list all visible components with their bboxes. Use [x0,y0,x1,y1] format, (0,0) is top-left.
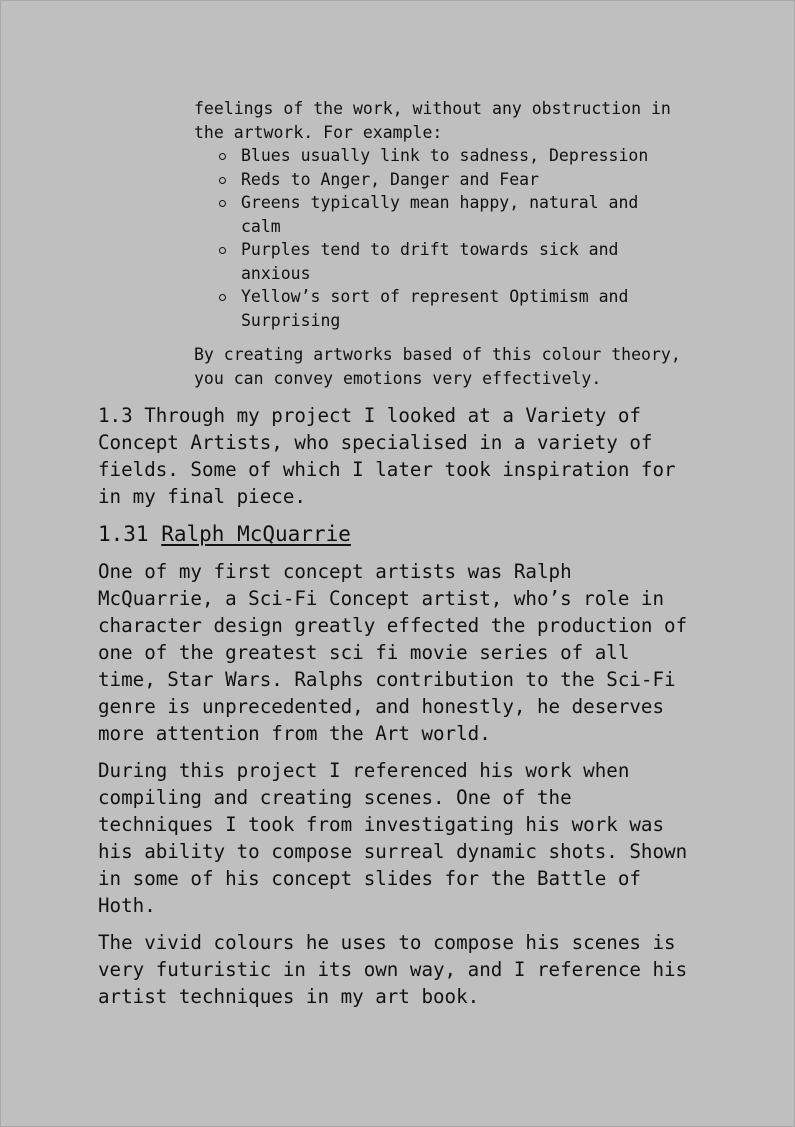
paragraph-line: compiling and creating scenes. One of the [98,786,572,809]
paragraph-line: time, Star Wars. Ralphs contribution to the Sci-Fi [98,668,676,691]
paragraph-line: Hoth. [98,894,156,917]
paragraph-line: one of the greatest sci fi movie series of all [98,641,630,664]
paragraph-line: his ability to compose surreal dynamic shots. Shown [98,840,688,863]
hollow-circle-bullet-icon [219,200,226,207]
list-item-line: Yellow’s sort of represent Optimism and [241,287,629,306]
intro-line: feelings of the work, without any obstruction in [194,99,671,118]
summary-line: you can convey emotions very effectively. [194,368,602,388]
paragraph-line: Concept Artists, who specialised in a variety of [98,431,653,454]
list-item-line: Greens typically mean happy, natural and [241,193,639,212]
list-item [194,144,734,168]
paragraph-line: artist techniques in my art book. [98,985,480,1008]
paragraph-line: One of my first concept artists was Ralph [98,560,572,583]
colour-theory-summary [194,343,734,390]
section-1-31-heading [98,520,718,548]
section-1-3-paragraph [98,402,718,510]
list-item-line: Blues usually link to sadness, Depression [241,146,649,165]
list-item [194,238,734,285]
list-item-line: calm [241,216,281,236]
hollow-circle-bullet-icon [219,153,226,160]
colour-theory-list [194,144,734,332]
paragraph-line: in my final piece. [98,485,306,508]
paragraph-line: McQuarrie, a Sci-Fi Concept artist, who’s role in [98,587,665,610]
paragraph-line: techniques I took from investigating his work was [98,813,665,836]
paragraph-line: During this project I referenced his work when [98,759,630,782]
hollow-circle-bullet-icon [219,294,226,301]
paragraph-line: genre is unprecedented, and honestly, he deserves [98,695,665,718]
paragraph-line: The vivid colours he uses to compose his scenes is [98,931,676,954]
summary-line: By creating artworks based of this colour theory, [194,345,681,364]
list-item [194,285,734,332]
list-item [194,191,734,238]
paragraph-line: very futuristic in its own way, and I reference his [98,958,688,981]
list-item-line: Surprising [241,310,341,330]
main-block [98,402,718,1020]
list-item-line: Reds to Anger, Danger and Fear [241,169,540,189]
section-number: 1.31 [98,522,149,546]
list-item-line: Purples tend to drift towards sick and [241,240,619,259]
intro-block [194,97,734,390]
section-title: Ralph McQuarrie [161,522,351,546]
hollow-circle-bullet-icon [219,177,226,184]
intro-line: the artwork. For example: [194,122,443,142]
paragraph-line: 1.3 Through my project I looked at a Variety of [98,404,641,427]
paragraph-line: in some of his concept slides for the Battle of [98,867,641,890]
ralph-paragraph-3 [98,929,718,1010]
ralph-paragraph-2 [98,757,718,919]
paragraph-line: more attention from the Art world. [98,722,491,745]
paragraph-line: character design greatly effected the production of [98,614,688,637]
ralph-paragraph-1 [98,558,718,747]
list-item [194,168,734,192]
hollow-circle-bullet-icon [219,247,226,254]
paragraph-line: fields. Some of which I later took inspiration for [98,458,676,481]
list-item-line: anxious [241,263,311,283]
